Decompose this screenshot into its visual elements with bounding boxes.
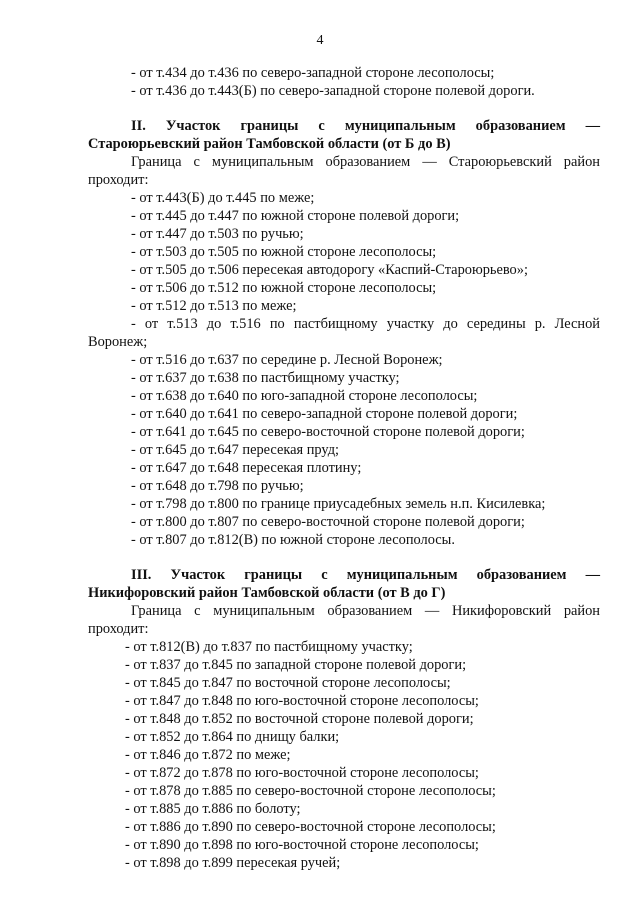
list-item: - от т.637 до т.638 по пастбищному участку; [131,370,400,386]
list-item: - от т.443(Б) до т.445 по меже; [131,190,315,206]
section-heading-cont: Староюрьевский район Тамбовской области (от Б до В) [88,136,451,152]
list-item: - от т.872 до т.878 по юго-восточной стороне лесополосы; [125,765,479,781]
list-item: - от т.800 до т.807 по северо-восточной стороне полевой дороги; [131,514,525,530]
list-item: - от т.645 до т.647 пересекая пруд; [131,442,340,458]
list-item: - от т.852 до т.864 по днищу балки; [125,729,340,745]
list-item: - от т.846 до т.872 по меже; [125,747,291,763]
list-item: - от т.886 до т.890 по северо-восточной стороне лесополосы; [125,819,496,835]
list-item: - от т.641 до т.645 по северо-восточной стороне полевой дороги; [131,424,525,440]
list-item: - от т.647 до т.648 пересекая плотину; [131,460,362,476]
section-heading-cont: Никифоровский район Тамбовской области (от В до Г) [88,585,446,601]
list-item: - от т.812(В) до т.837 по пастбищному участку; [125,639,413,655]
list-item: - от т.898 до т.899 пересекая ручей; [125,855,341,871]
paragraph-cont: проходит: [88,172,149,188]
section-heading: III. Участок границы с муниципальным образованием — [131,567,600,583]
list-item-cont: Воронеж; [88,334,148,350]
list-item: - от т.845 до т.847 по восточной стороне лесополосы; [125,675,451,691]
list-item: - от т.434 до т.436 по северо-западной стороне лесополосы; [131,65,495,81]
list-item: - от т.807 до т.812(В) по южной стороне лесополосы. [131,532,455,548]
list-item: - от т.505 до т.506 пересекая автодорогу «Каспий-Староюрьево»; [131,262,528,278]
list-item: - от т.436 до т.443(Б) по северо-западной стороне полевой дороги. [131,83,535,99]
list-item: - от т.648 до т.798 по ручью; [131,478,304,494]
paragraph: Граница с муниципальным образованием — Староюрьевский район [131,154,600,170]
list-item: - от т.885 до т.886 по болоту; [125,801,301,817]
list-item: - от т.445 до т.447 по южной стороне полевой дороги; [131,208,460,224]
list-item: - от т.512 до т.513 по меже; [131,298,297,314]
list-item: - от т.640 до т.641 по северо-западной стороне полевой дороги; [131,406,518,422]
list-item: - от т.506 до т.512 по южной стороне лесополосы; [131,280,437,296]
list-item: - от т.513 до т.516 по пастбищному участку до середины р. Лесной [131,316,600,332]
list-item: - от т.503 до т.505 по южной стороне лесополосы; [131,244,437,260]
paragraph: Граница с муниципальным образованием — Никифоровский район [131,603,600,619]
list-item: - от т.847 до т.848 по юго-восточной стороне лесополосы; [125,693,479,709]
list-item: - от т.848 до т.852 по восточной стороне полевой дороги; [125,711,474,727]
list-item: - от т.798 до т.800 по границе приусадебных земель н.п. Кисилевка; [131,496,546,512]
paragraph-cont: проходит: [88,621,149,637]
page-number: 4 [316,33,324,48]
list-item: - от т.878 до т.885 по северо-восточной стороне лесополосы; [125,783,496,799]
list-item: - от т.447 до т.503 по ручью; [131,226,304,242]
section-heading: II. Участок границы с муниципальным образованием — [131,118,600,134]
list-item: - от т.837 до т.845 по западной стороне полевой дороги; [125,657,467,673]
list-item: - от т.516 до т.637 по середине р. Лесной Воронеж; [131,352,443,368]
list-item: - от т.638 до т.640 по юго-западной стороне лесополосы; [131,388,478,404]
list-item: - от т.890 до т.898 по юго-восточной стороне лесополосы; [125,837,479,853]
